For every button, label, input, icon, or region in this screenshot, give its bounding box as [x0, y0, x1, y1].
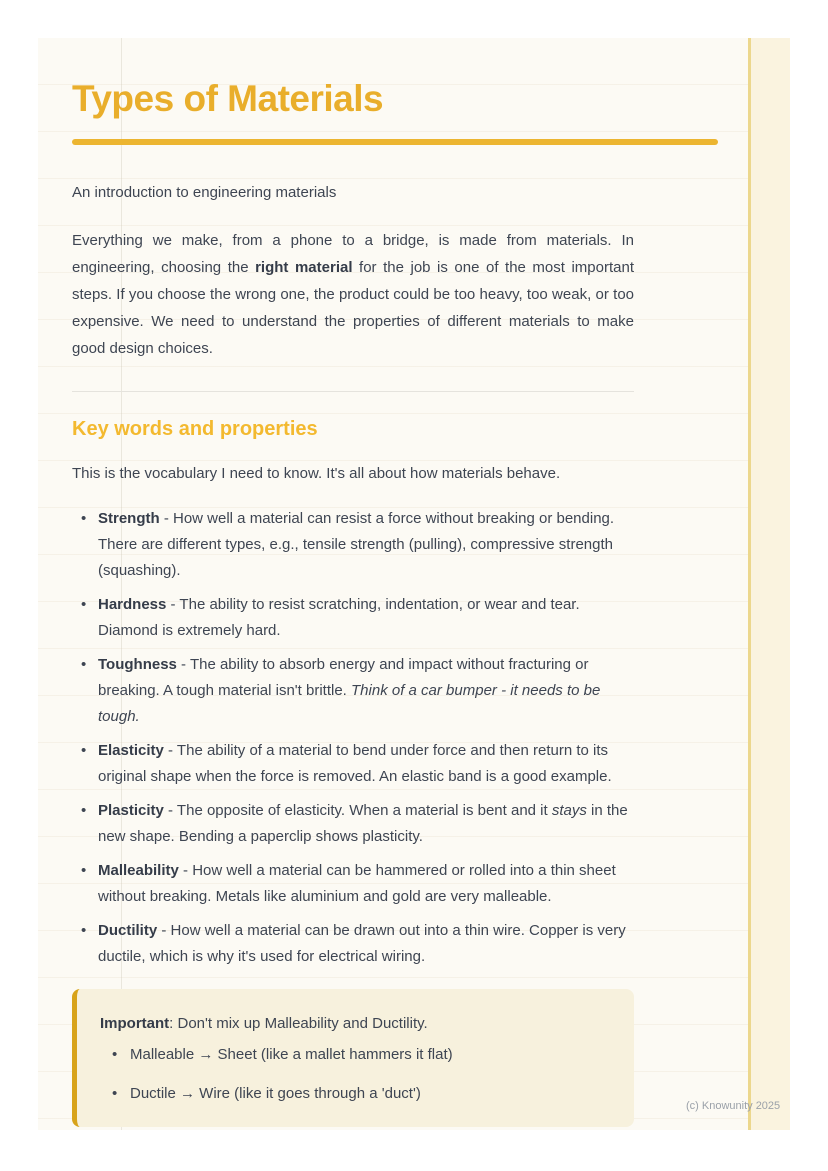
list-item-plasticity	[72, 798, 634, 850]
list-item-ductility	[72, 918, 634, 970]
intro-text-before: Everything we make, from a phone to a bridge, is made from materials. In engineering, choosing the	[72, 232, 634, 276]
callout-heading-line	[100, 1011, 610, 1037]
list-item-elasticity	[72, 738, 634, 790]
callout-label: Important	[100, 1015, 170, 1032]
callout-text: : Don't mix up Malleability and Ductility.	[169, 1015, 428, 1032]
properties-list	[72, 506, 634, 970]
intro-text-after: for the job is one of the most important steps. If you choose the wrong one, the product could be too heavy, too weak, or too expensive. We need to understand the properties of different materials to make good design choices.	[72, 259, 634, 357]
list-item-strength	[72, 506, 634, 584]
term-note-italic: Think of a car bumper - it needs to be tough.	[98, 682, 601, 725]
title-underline	[72, 139, 718, 145]
term-label: Toughness	[98, 656, 177, 673]
term-label: Strength	[98, 510, 160, 527]
important-callout	[72, 989, 634, 1127]
term-definition: - The opposite of elasticity. When a material is bent and it	[163, 802, 552, 819]
page-title: Types of Materials	[72, 78, 384, 119]
term-label: Hardness	[98, 596, 167, 613]
callout-item-text: Ductile → Wire (like it goes through a 'duct')	[130, 1085, 421, 1102]
notes-page-card	[38, 38, 790, 1130]
section-heading: Key words and properties	[72, 418, 318, 440]
term-label: Ductility	[98, 922, 158, 939]
term-label: Plasticity	[98, 802, 164, 819]
term-note-italic: stays	[551, 802, 587, 819]
watermark: (c) Knowunity 2025	[686, 1100, 781, 1112]
intro-paragraph	[72, 227, 634, 362]
term-definition: - How well a material can resist a force without breaking or bending. There are different types, e.g., tensile strength (pulling), compressive strength (squashing).	[98, 510, 615, 579]
callout-item-text: Malleable → Sheet (like a mallet hammers it flat)	[130, 1046, 453, 1063]
section-divider	[72, 391, 634, 392]
notebook-right-margin	[748, 38, 790, 1130]
callout-item-malleable	[100, 1042, 610, 1068]
callout-item-ductile	[100, 1081, 610, 1107]
term-definition: - The ability of a material to bend under force and then return to its original shape when the force is removed. An elastic band is a good example.	[98, 742, 612, 785]
term-definition: - How well a material can be hammered or rolled into a thin sheet without breaking. Metals like aluminium and gold are very malleable.	[98, 862, 616, 905]
term-definition: - The ability to resist scratching, indentation, or wear and tear. Diamond is extremely hard.	[98, 596, 580, 639]
section-lead: This is the vocabulary I need to know. It's all about how materials behave.	[72, 465, 561, 482]
term-definition: - How well a material can be drawn out into a thin wire. Copper is very ductile, which is why it's used for electrical wiring.	[98, 922, 626, 965]
term-label: Elasticity	[98, 742, 164, 759]
list-item-malleability	[72, 858, 634, 910]
term-label: Malleability	[98, 862, 179, 879]
list-item-toughness	[72, 652, 634, 730]
term-definition-after: in the new shape. Bending a paperclip shows plasticity.	[98, 802, 628, 845]
document-content	[72, 38, 718, 1127]
list-item-hardness	[72, 592, 634, 644]
intro-bold-phrase: right material	[255, 259, 353, 276]
callout-list	[100, 1042, 610, 1107]
term-definition: - The ability to absorb energy and impact without fracturing or breaking. A tough material isn't brittle.	[98, 656, 589, 699]
document-subtitle: An introduction to engineering materials	[72, 184, 337, 201]
